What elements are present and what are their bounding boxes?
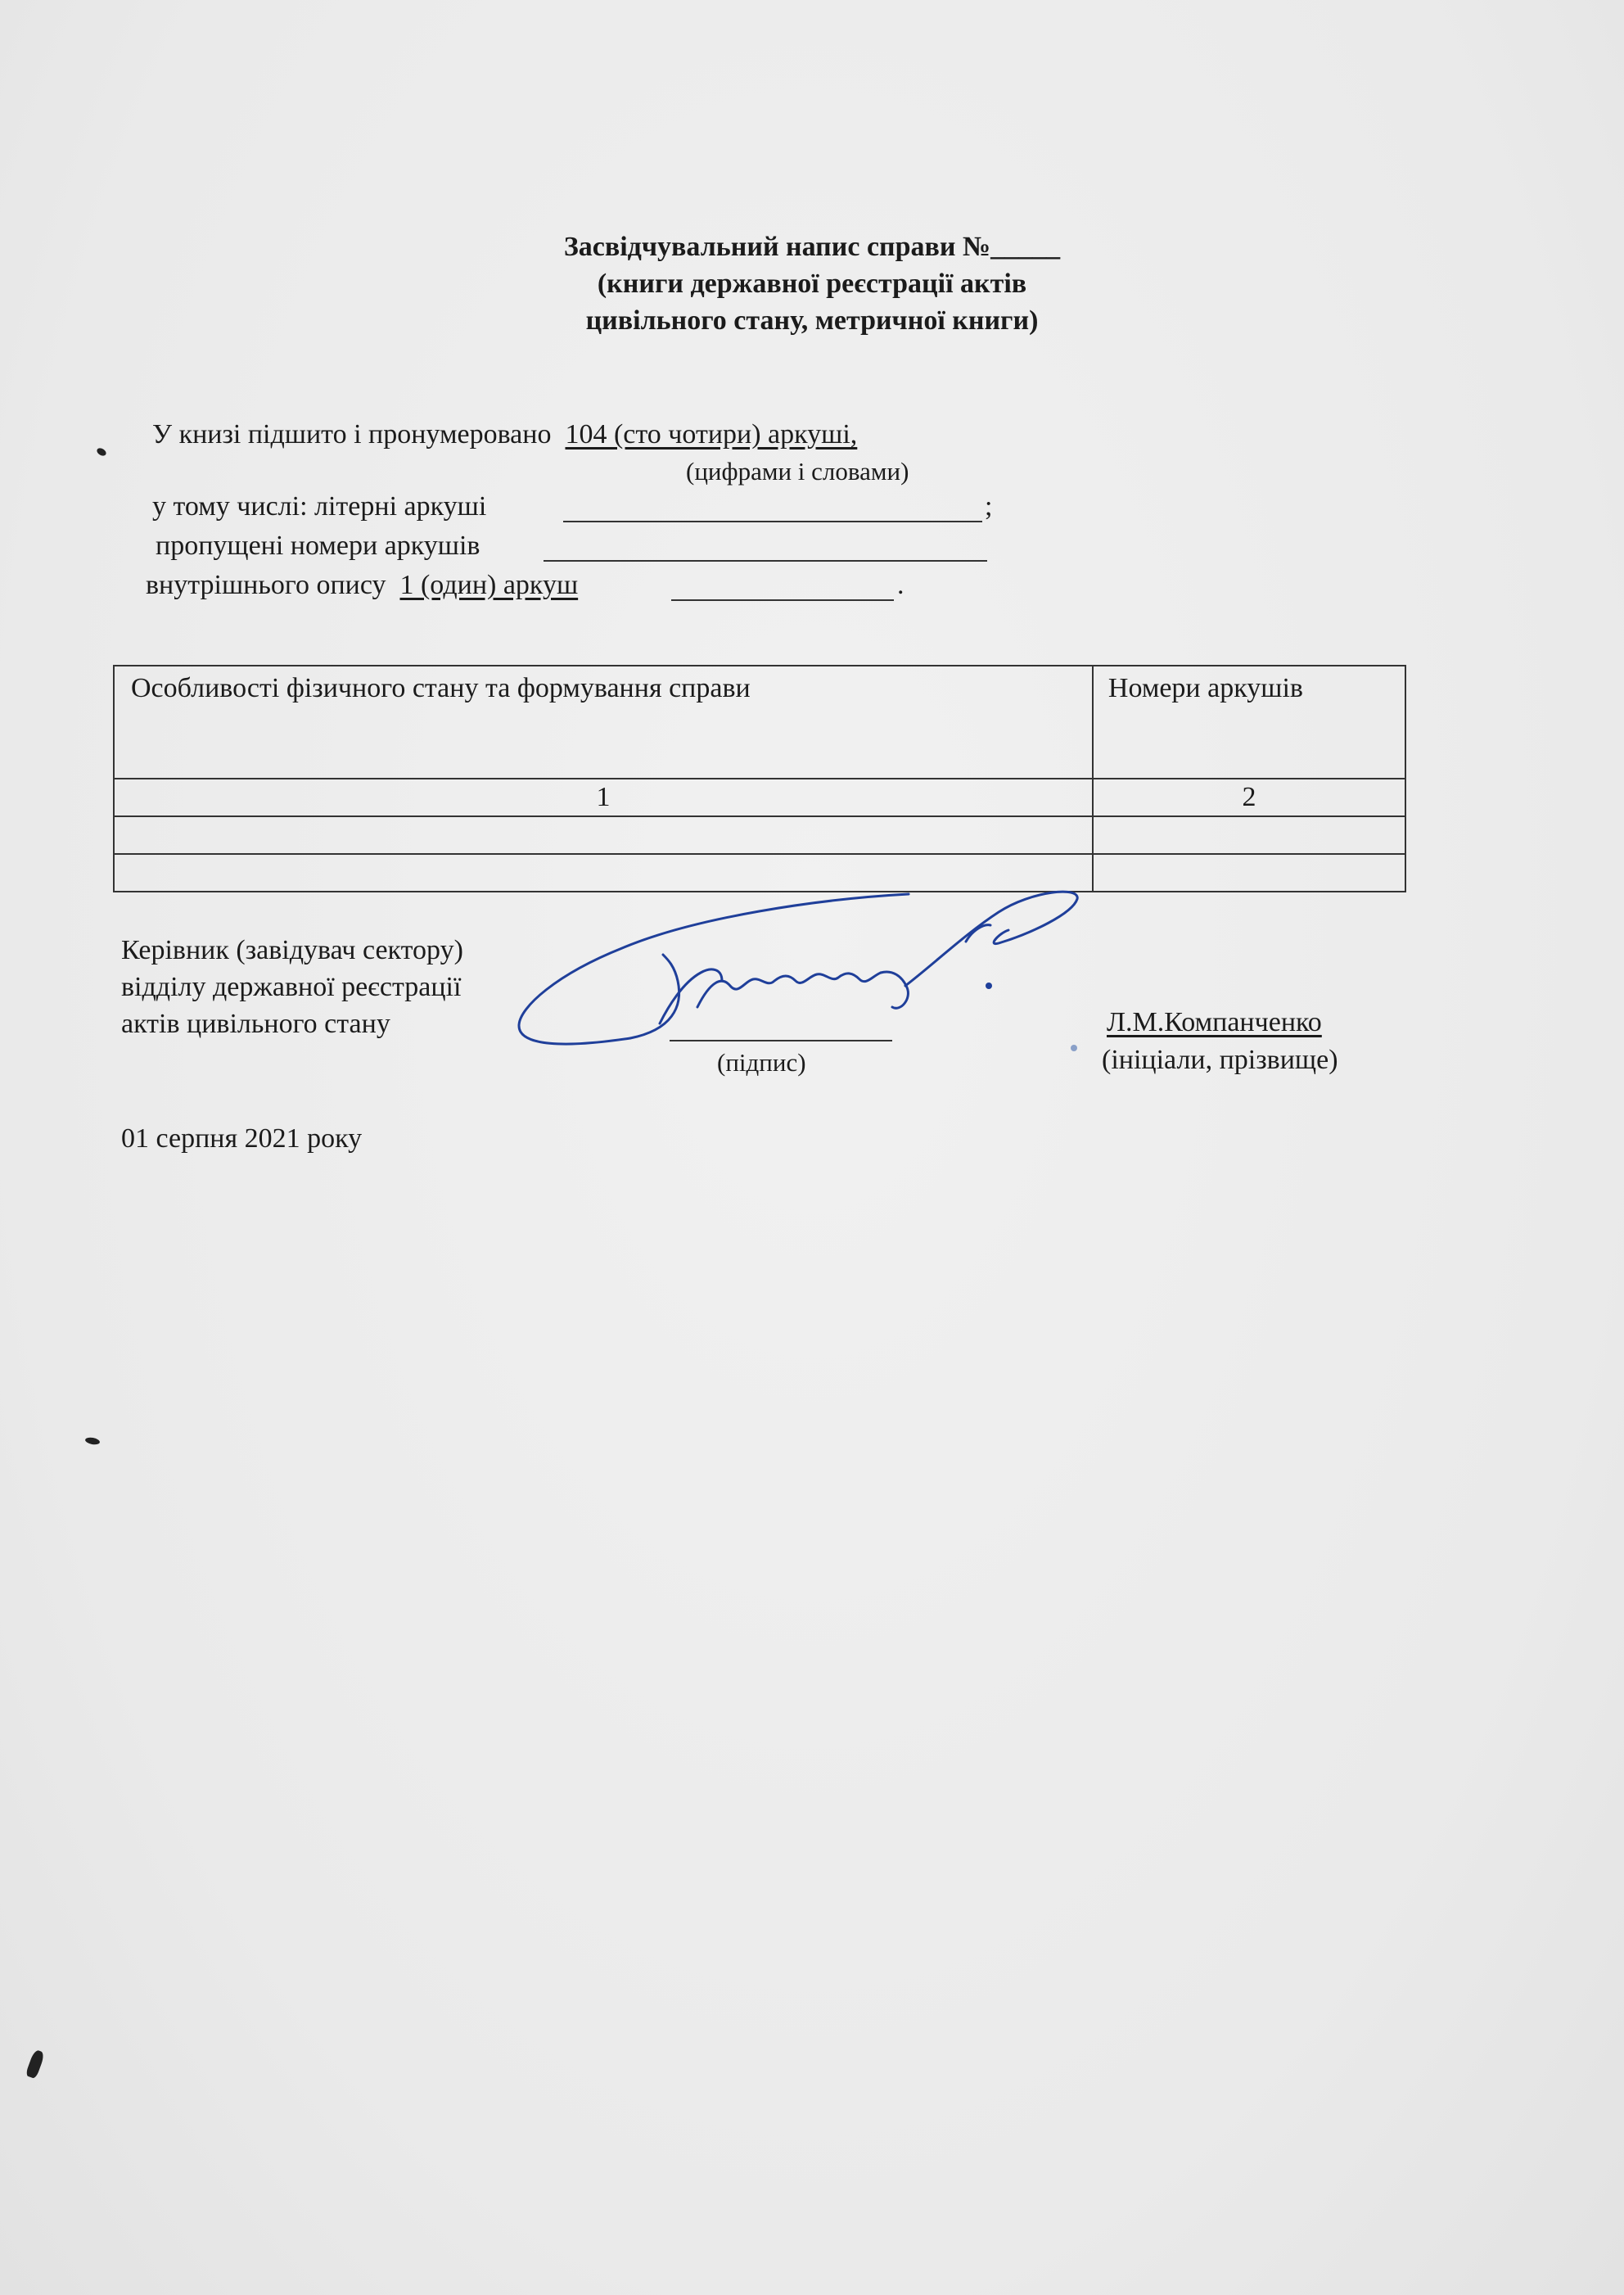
letter-sheets-blank (563, 521, 982, 522)
inventory-end: . (897, 570, 904, 600)
signature-stroke (905, 892, 1077, 986)
handwritten-signature (508, 884, 1097, 1064)
document-title-line-3: цивільного стану, метричної книги) (585, 305, 1039, 336)
sheets-count-hint: (цифрами і словами) (686, 457, 909, 486)
inventory-blank (671, 599, 894, 601)
table-header-sheet-numbers: Номери аркушів (1093, 666, 1405, 779)
sheets-count-label: У книзі підшито і пронумеровано (152, 419, 552, 450)
table-cell-empty (114, 816, 1093, 854)
missing-numbers-label: пропущені номери аркушів (156, 531, 480, 561)
letter-sheets-label: у тому числі: літерні аркуші (152, 491, 487, 522)
physical-state-table (113, 665, 1406, 892)
inventory-label: внутрішнього опису (146, 570, 386, 600)
signature-stroke (660, 969, 722, 1023)
sheets-count-line (152, 419, 857, 450)
position-line-1: Керівник (завідувач сектору) (121, 935, 463, 965)
official-name-caption: (ініціали, прізвище) (1102, 1045, 1338, 1075)
signature-stroke (630, 955, 679, 1038)
inventory-line (146, 570, 578, 601)
missing-numbers-blank (544, 560, 987, 562)
position-line-3: актів цивільного стану (121, 1009, 390, 1039)
signature-stroke (881, 972, 908, 1008)
signature-caption: (підпис) (717, 1048, 806, 1077)
signature-stroke (697, 973, 881, 1007)
document-title-line-1: Засвідчувальний напис справи №_____ (563, 232, 1061, 262)
document-title-line-2: (книги державної реєстрації актів (597, 269, 1027, 299)
document-date: 01 серпня 2021 року (121, 1123, 363, 1154)
position-line-2: відділу державної реєстрації (121, 972, 462, 1002)
scan-mark (25, 2049, 46, 2080)
scan-mark (1071, 1045, 1077, 1051)
table-column-number-1: 1 (114, 779, 1093, 816)
table-column-number-2: 2 (1093, 779, 1405, 816)
table-header-features: Особливості фізичного стану та формування справи (114, 666, 1093, 779)
inventory-value: 1 (один) аркуш (399, 570, 579, 600)
letter-sheets-end: ; (985, 491, 993, 522)
sheets-count-value: 104 (сто чотири) аркуші, (565, 419, 858, 450)
scan-mark (96, 447, 107, 458)
signature-dot (986, 983, 992, 989)
scan-mark (84, 1436, 100, 1445)
table-cell-empty (1093, 854, 1405, 892)
official-name: Л.М.Компанченко (1107, 1007, 1322, 1037)
table-cell-empty (1093, 816, 1405, 854)
